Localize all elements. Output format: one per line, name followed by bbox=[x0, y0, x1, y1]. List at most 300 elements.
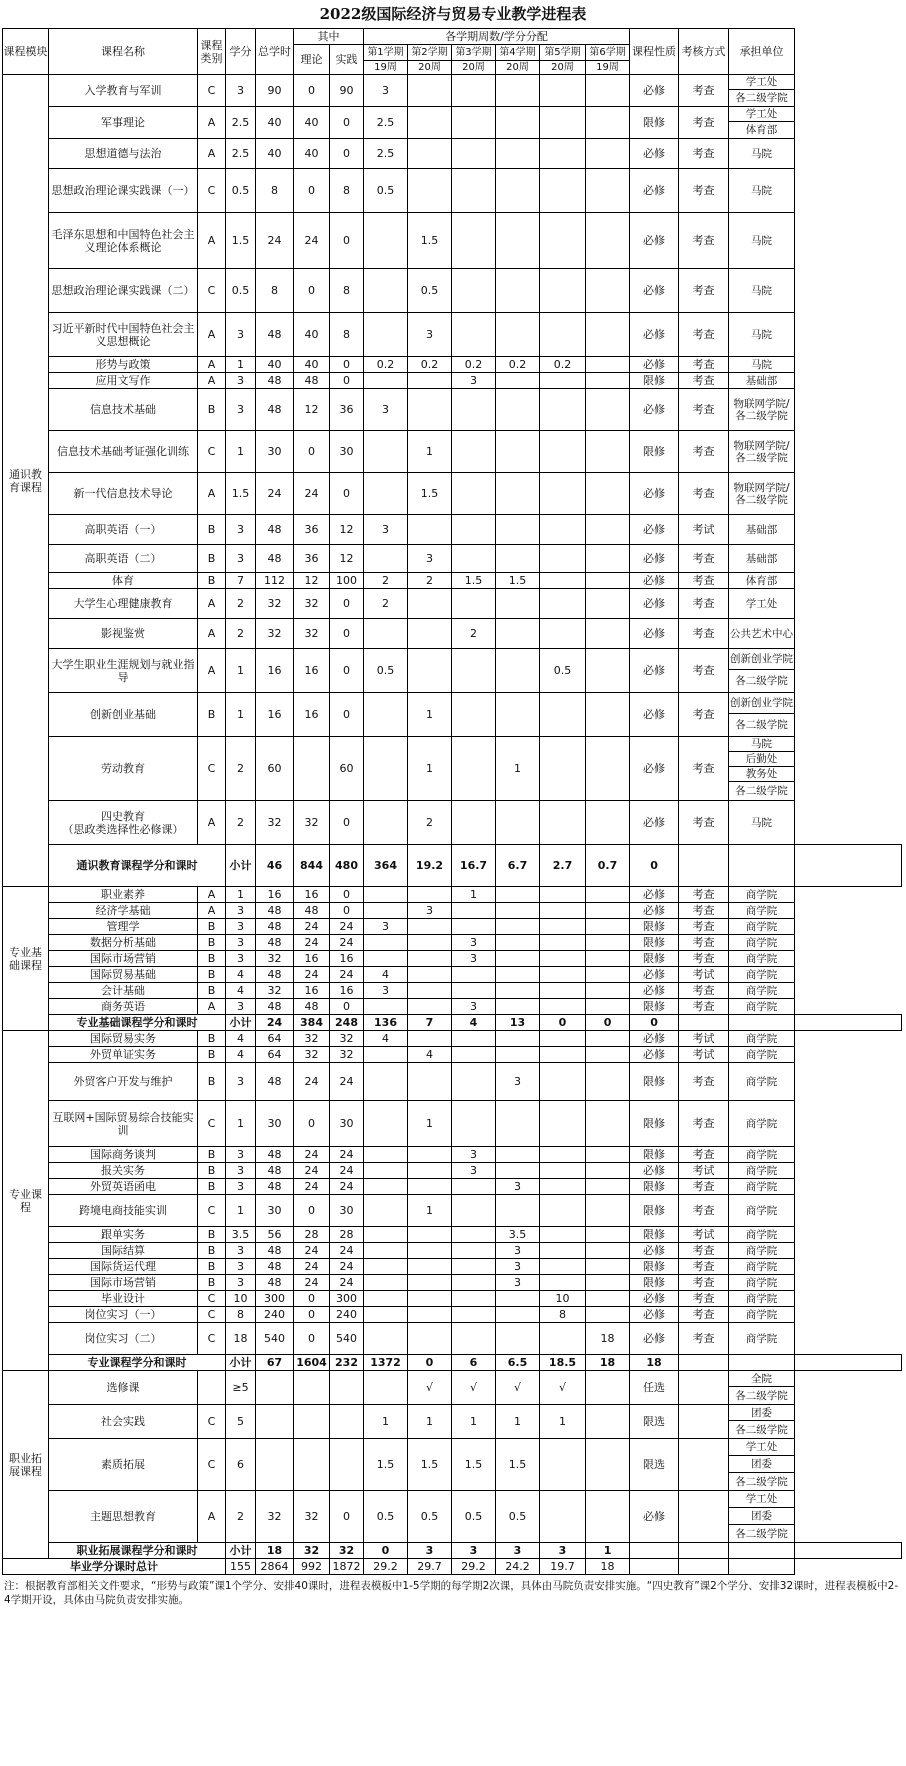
course-assess: 考查 bbox=[679, 545, 729, 573]
table-row bbox=[3, 589, 902, 619]
semester-value bbox=[408, 169, 452, 213]
unit-cell bbox=[729, 1063, 795, 1101]
semester-value bbox=[408, 983, 452, 999]
semester-value bbox=[408, 919, 452, 935]
subtotal-label: 专业课程学分和课时 bbox=[49, 1355, 226, 1371]
semester-value: 18 bbox=[586, 1323, 630, 1355]
unit-name: 团委 bbox=[729, 1456, 794, 1473]
total-credit: 155 bbox=[226, 1559, 256, 1575]
unit-cell bbox=[729, 75, 795, 107]
unit-cell bbox=[729, 107, 795, 139]
unit-cell bbox=[729, 169, 795, 213]
semester-value bbox=[364, 1047, 408, 1063]
unit-cell bbox=[729, 1101, 795, 1147]
course-credit: 3 bbox=[226, 313, 256, 357]
course-theory-hours: 24 bbox=[294, 919, 330, 935]
total-semester-value: 2.7 bbox=[540, 845, 586, 887]
unit-cell bbox=[729, 389, 795, 431]
semester-value: 3 bbox=[408, 313, 452, 357]
subtotal-mark: 小计 bbox=[226, 1015, 256, 1031]
course-theory-hours: 0 bbox=[294, 431, 330, 473]
semester-value bbox=[452, 1259, 496, 1275]
semester-value bbox=[586, 269, 630, 313]
total-practice: 1872 bbox=[330, 1559, 364, 1575]
module-name: 专业课程 bbox=[3, 1031, 49, 1371]
total-hours: 32 bbox=[294, 1543, 330, 1559]
course-nature: 限修 bbox=[630, 999, 679, 1015]
unit-cell bbox=[729, 649, 795, 693]
course-credit: 4 bbox=[226, 983, 256, 999]
course-type: B bbox=[198, 967, 226, 983]
semester-value bbox=[496, 373, 540, 389]
empty-cell bbox=[679, 845, 729, 887]
table-row bbox=[3, 693, 902, 737]
course-credit: 4 bbox=[226, 1047, 256, 1063]
semester-value bbox=[586, 903, 630, 919]
total-semester-value: 6 bbox=[452, 1355, 496, 1371]
unit-cell bbox=[729, 887, 795, 903]
semester-value bbox=[452, 919, 496, 935]
semester-value bbox=[540, 1163, 586, 1179]
table-row bbox=[3, 139, 902, 169]
course-name: 国际市场营销 bbox=[49, 1275, 198, 1291]
course-type: B bbox=[198, 1275, 226, 1291]
table-row bbox=[3, 1179, 902, 1195]
table-row bbox=[3, 1371, 902, 1405]
empty-cell bbox=[679, 1543, 729, 1559]
course-type: A bbox=[198, 589, 226, 619]
semester-value bbox=[540, 313, 586, 357]
course-assess: 考查 bbox=[679, 693, 729, 737]
unit-cell bbox=[729, 951, 795, 967]
course-assess: 考查 bbox=[679, 999, 729, 1015]
course-assess: 考查 bbox=[679, 1307, 729, 1323]
course-name: 思想政治理论课实践课（二） bbox=[49, 269, 198, 313]
course-nature: 限修 bbox=[630, 935, 679, 951]
total-semester-value: 24.2 bbox=[496, 1559, 540, 1575]
course-name: 选修课 bbox=[49, 1371, 198, 1405]
course-theory-hours: 12 bbox=[294, 573, 330, 589]
course-total-hours bbox=[256, 1405, 294, 1439]
semester-value bbox=[408, 1163, 452, 1179]
unit-name: 马院 bbox=[751, 328, 773, 341]
unit-cell bbox=[729, 999, 795, 1015]
course-practice-hours: 24 bbox=[330, 1147, 364, 1163]
total-semester-value: 18 bbox=[586, 1355, 630, 1371]
unit-cell bbox=[729, 1491, 795, 1543]
course-practice-hours: 300 bbox=[330, 1291, 364, 1307]
semester-value bbox=[452, 313, 496, 357]
semester-value bbox=[408, 1031, 452, 1047]
total-hours: 384 bbox=[294, 1015, 330, 1031]
course-credit: 2.5 bbox=[226, 139, 256, 169]
semester-value bbox=[408, 1275, 452, 1291]
course-total-hours: 56 bbox=[256, 1227, 294, 1243]
course-nature: 限修 bbox=[630, 1275, 679, 1291]
semester-value bbox=[496, 649, 540, 693]
semester-value bbox=[452, 515, 496, 545]
course-name: 新一代信息技术导论 bbox=[49, 473, 198, 515]
teaching-schedule-table bbox=[2, 28, 902, 1575]
course-nature: 必修 bbox=[630, 903, 679, 919]
course-credit: 6 bbox=[226, 1439, 256, 1491]
course-credit: 3 bbox=[226, 951, 256, 967]
course-practice-hours: 0 bbox=[330, 999, 364, 1015]
semester-value bbox=[540, 431, 586, 473]
unit-name: 商学院 bbox=[745, 1032, 778, 1045]
course-credit: 1 bbox=[226, 1101, 256, 1147]
semester-value: 0.2 bbox=[364, 357, 408, 373]
course-assess: 考查 bbox=[679, 887, 729, 903]
semester-value bbox=[364, 1243, 408, 1259]
table-row bbox=[3, 389, 902, 431]
semester-value bbox=[586, 357, 630, 373]
course-type: C bbox=[198, 431, 226, 473]
unit-name: 商学院 bbox=[745, 888, 778, 901]
table-row bbox=[3, 1275, 902, 1291]
unit-name: 物联网学院/各二级学院 bbox=[733, 439, 790, 464]
header-credit: 学分 bbox=[226, 29, 256, 75]
semester-value bbox=[540, 75, 586, 107]
course-credit: 3 bbox=[226, 1163, 256, 1179]
course-theory-hours: 0 bbox=[294, 1291, 330, 1307]
semester-value bbox=[540, 801, 586, 845]
empty-cell bbox=[679, 1559, 729, 1575]
semester-value bbox=[496, 919, 540, 935]
course-theory-hours: 16 bbox=[294, 983, 330, 999]
course-assess: 考试 bbox=[679, 515, 729, 545]
course-practice-hours: 24 bbox=[330, 1063, 364, 1101]
course-assess: 考试 bbox=[679, 1047, 729, 1063]
semester-value bbox=[452, 1179, 496, 1195]
course-credit: 2 bbox=[226, 589, 256, 619]
course-total-hours: 48 bbox=[256, 515, 294, 545]
course-type: B bbox=[198, 693, 226, 737]
course-type: B bbox=[198, 951, 226, 967]
header-theory: 理论 bbox=[294, 45, 330, 75]
course-nature: 必修 bbox=[630, 801, 679, 845]
semester-value bbox=[540, 887, 586, 903]
table-row bbox=[3, 887, 902, 903]
empty-cell bbox=[795, 1355, 902, 1371]
semester-value bbox=[496, 967, 540, 983]
course-theory-hours: 36 bbox=[294, 515, 330, 545]
semester-value: 0.5 bbox=[496, 1491, 540, 1543]
semester-value bbox=[586, 1371, 630, 1405]
course-assess: 考查 bbox=[679, 169, 729, 213]
unit-name: 商学院 bbox=[745, 968, 778, 981]
unit-cell bbox=[729, 1047, 795, 1063]
semester-value bbox=[540, 951, 586, 967]
semester-value: 1 bbox=[452, 887, 496, 903]
semester-value: 2.5 bbox=[364, 139, 408, 169]
course-practice-hours: 0 bbox=[330, 1491, 364, 1543]
table-row bbox=[3, 919, 902, 935]
course-total-hours: 64 bbox=[256, 1031, 294, 1047]
unit-cell bbox=[729, 903, 795, 919]
course-practice-hours: 16 bbox=[330, 983, 364, 999]
course-nature: 必修 bbox=[630, 269, 679, 313]
total-semester-value: 3 bbox=[496, 1543, 540, 1559]
course-practice-hours: 12 bbox=[330, 545, 364, 573]
course-theory-hours: 24 bbox=[294, 967, 330, 983]
course-assess: 考查 bbox=[679, 313, 729, 357]
semester-value: 2 bbox=[408, 801, 452, 845]
course-nature: 限修 bbox=[630, 1195, 679, 1227]
course-type: A bbox=[198, 107, 226, 139]
course-name: 毛泽东思想和中国特色社会主义理论体系概论 bbox=[49, 213, 198, 269]
semester-value bbox=[540, 1259, 586, 1275]
semester-value: 2 bbox=[364, 589, 408, 619]
course-total-hours: 48 bbox=[256, 1275, 294, 1291]
semester-value bbox=[540, 545, 586, 573]
semester-value bbox=[496, 935, 540, 951]
unit-name: 马院 bbox=[751, 358, 773, 371]
unit-name: 创新创业学院 bbox=[729, 693, 794, 714]
table-row bbox=[3, 619, 902, 649]
course-type: C bbox=[198, 269, 226, 313]
semester-value bbox=[496, 951, 540, 967]
course-total-hours: 48 bbox=[256, 1259, 294, 1275]
semester-value bbox=[540, 515, 586, 545]
course-name: 互联网+国际贸易综合技能实训 bbox=[49, 1101, 198, 1147]
unit-name: 各二级学院 bbox=[735, 719, 788, 731]
course-nature: 限选 bbox=[630, 1439, 679, 1491]
unit-name: 学工处 bbox=[745, 597, 778, 610]
semester-value: 1.5 bbox=[452, 1439, 496, 1491]
semester-value bbox=[540, 1063, 586, 1101]
unit-name: 后勤处 bbox=[729, 752, 794, 767]
header-course-name: 课程名称 bbox=[49, 29, 198, 75]
unit-name: 商学院 bbox=[745, 1000, 778, 1013]
semester-value bbox=[452, 649, 496, 693]
semester-value bbox=[496, 1291, 540, 1307]
course-type: B bbox=[198, 1147, 226, 1163]
unit-name: 马院 bbox=[751, 184, 773, 197]
total-semester-value: 7 bbox=[408, 1015, 452, 1031]
course-total-hours: 40 bbox=[256, 107, 294, 139]
course-nature: 必修 bbox=[630, 693, 679, 737]
course-assess: 考查 bbox=[679, 269, 729, 313]
course-type: C bbox=[198, 737, 226, 801]
course-credit: 3 bbox=[226, 75, 256, 107]
semester-value bbox=[540, 983, 586, 999]
course-practice-hours: 0 bbox=[330, 649, 364, 693]
semester-value bbox=[586, 1405, 630, 1439]
semester-value bbox=[540, 1439, 586, 1491]
semester-value bbox=[364, 1323, 408, 1355]
unit-cell bbox=[729, 431, 795, 473]
course-name: 职业素养 bbox=[49, 887, 198, 903]
course-name: 影视鉴赏 bbox=[49, 619, 198, 649]
course-name: 外贸客户开发与维护 bbox=[49, 1063, 198, 1101]
semester-value bbox=[452, 1275, 496, 1291]
page-title: 2022级国际经济与贸易专业教学进程表 bbox=[319, 5, 587, 23]
semester-value bbox=[586, 1491, 630, 1543]
course-name: 思想政治理论课实践课（一） bbox=[49, 169, 198, 213]
course-practice-hours: 0 bbox=[330, 357, 364, 373]
course-practice-hours: 0 bbox=[330, 589, 364, 619]
total-semester-value: 13 bbox=[496, 1015, 540, 1031]
semester-value bbox=[540, 589, 586, 619]
course-total-hours: 48 bbox=[256, 1063, 294, 1101]
course-credit: 1 bbox=[226, 357, 256, 373]
unit-name: 基础部 bbox=[745, 552, 778, 565]
semester-value bbox=[540, 139, 586, 169]
course-practice-hours: 16 bbox=[330, 951, 364, 967]
semester-value bbox=[586, 107, 630, 139]
course-total-hours bbox=[256, 1371, 294, 1405]
course-total-hours: 48 bbox=[256, 935, 294, 951]
course-type: B bbox=[198, 1259, 226, 1275]
semester-value bbox=[452, 1047, 496, 1063]
course-total-hours: 90 bbox=[256, 75, 294, 107]
unit-name: 基础部 bbox=[745, 374, 778, 387]
unit-name: 马院 bbox=[751, 234, 773, 247]
course-nature: 必修 bbox=[630, 967, 679, 983]
course-theory-hours: 0 bbox=[294, 1307, 330, 1323]
course-nature: 必修 bbox=[630, 1307, 679, 1323]
unit-cell bbox=[729, 1307, 795, 1323]
course-assess: 考查 bbox=[679, 983, 729, 999]
course-theory-hours: 0 bbox=[294, 1323, 330, 1355]
course-type: A bbox=[198, 903, 226, 919]
course-nature: 必修 bbox=[630, 75, 679, 107]
unit-cell bbox=[729, 1147, 795, 1163]
course-name: 国际贸易基础 bbox=[49, 967, 198, 983]
semester-value: 3 bbox=[452, 935, 496, 951]
course-practice-hours: 0 bbox=[330, 473, 364, 515]
course-credit: 2 bbox=[226, 1491, 256, 1543]
course-assess: 考查 bbox=[679, 589, 729, 619]
course-nature: 必修 bbox=[630, 1491, 679, 1543]
course-name: 经济学基础 bbox=[49, 903, 198, 919]
semester-value bbox=[586, 1047, 630, 1063]
semester-value: 1 bbox=[408, 1101, 452, 1147]
semester-value: 1.5 bbox=[496, 573, 540, 589]
course-theory-hours: 32 bbox=[294, 619, 330, 649]
course-theory-hours: 24 bbox=[294, 1147, 330, 1163]
total-theory: 480 bbox=[330, 845, 364, 887]
empty-cell bbox=[679, 1355, 729, 1371]
course-name: 劳动教育 bbox=[49, 737, 198, 801]
course-credit: 4 bbox=[226, 1031, 256, 1047]
unit-name: 各二级学院 bbox=[735, 675, 788, 687]
semester-value bbox=[540, 373, 586, 389]
table-row bbox=[3, 1405, 902, 1439]
table-row bbox=[3, 903, 902, 919]
semester-value bbox=[408, 1227, 452, 1243]
course-practice-hours: 24 bbox=[330, 919, 364, 935]
semester-value: 3 bbox=[452, 951, 496, 967]
semester-value bbox=[586, 75, 630, 107]
course-credit: 3 bbox=[226, 545, 256, 573]
unit-cell bbox=[729, 139, 795, 169]
course-assess: 考查 bbox=[679, 213, 729, 269]
course-practice-hours bbox=[330, 1439, 364, 1491]
total-semester-value: 18 bbox=[586, 1559, 630, 1575]
course-theory-hours: 24 bbox=[294, 1063, 330, 1101]
course-nature: 限修 bbox=[630, 431, 679, 473]
course-credit: 3.5 bbox=[226, 1227, 256, 1243]
course-credit: 3 bbox=[226, 389, 256, 431]
semester-value bbox=[496, 139, 540, 169]
semester-value bbox=[408, 887, 452, 903]
course-assess: 考查 bbox=[679, 389, 729, 431]
course-credit: 2.5 bbox=[226, 107, 256, 139]
semester-value bbox=[586, 1195, 630, 1227]
table-row bbox=[3, 1047, 902, 1063]
semester-value bbox=[364, 935, 408, 951]
course-assess: 考查 bbox=[679, 737, 729, 801]
semester-value bbox=[408, 1259, 452, 1275]
course-credit: 3 bbox=[226, 919, 256, 935]
header-of-which: 其中 bbox=[294, 29, 364, 45]
course-credit: 3 bbox=[226, 903, 256, 919]
semester-value: 0.2 bbox=[452, 357, 496, 373]
total-semester-value: 4 bbox=[452, 1015, 496, 1031]
course-nature: 限修 bbox=[630, 107, 679, 139]
header-weeks: 19周 bbox=[586, 61, 630, 75]
course-nature: 任选 bbox=[630, 1371, 679, 1405]
course-credit: 3 bbox=[226, 935, 256, 951]
course-theory-hours: 16 bbox=[294, 951, 330, 967]
unit-name: 学工处 bbox=[729, 1491, 794, 1508]
unit-cell bbox=[729, 967, 795, 983]
semester-value: 0.5 bbox=[540, 649, 586, 693]
semester-value: 3 bbox=[452, 1163, 496, 1179]
course-assess: 考查 bbox=[679, 473, 729, 515]
semester-value bbox=[496, 313, 540, 357]
unit-name: 各二级学院 bbox=[735, 1475, 788, 1488]
empty-cell bbox=[729, 1015, 795, 1031]
semester-value bbox=[586, 313, 630, 357]
course-nature: 必修 bbox=[630, 1243, 679, 1259]
course-practice-hours: 100 bbox=[330, 573, 364, 589]
semester-value bbox=[452, 169, 496, 213]
course-type: C bbox=[198, 1291, 226, 1307]
unit-name: 物联网学院/各二级学院 bbox=[733, 397, 790, 422]
total-semester-value: 0 bbox=[630, 1015, 679, 1031]
semester-value bbox=[540, 1195, 586, 1227]
course-nature: 限修 bbox=[630, 919, 679, 935]
course-theory-hours: 12 bbox=[294, 389, 330, 431]
course-assess: 考查 bbox=[679, 357, 729, 373]
course-type: C bbox=[198, 1101, 226, 1147]
unit-name: 商学院 bbox=[745, 952, 778, 965]
semester-value bbox=[452, 1063, 496, 1101]
course-type: A bbox=[198, 313, 226, 357]
course-practice-hours: 28 bbox=[330, 1227, 364, 1243]
table-row bbox=[3, 801, 902, 845]
course-credit: 3 bbox=[226, 1063, 256, 1101]
table-row bbox=[3, 213, 902, 269]
course-credit: 3 bbox=[226, 999, 256, 1015]
semester-value: 4 bbox=[364, 1031, 408, 1047]
table-row bbox=[3, 983, 902, 999]
table-row bbox=[3, 107, 902, 139]
semester-value bbox=[586, 515, 630, 545]
semester-value: 3 bbox=[496, 1179, 540, 1195]
course-practice-hours: 30 bbox=[330, 1195, 364, 1227]
semester-value: 0.5 bbox=[408, 269, 452, 313]
course-nature: 必修 bbox=[630, 573, 679, 589]
unit-cell bbox=[729, 1227, 795, 1243]
header-module: 课程模块 bbox=[3, 29, 49, 75]
total-semester-value: 29.2 bbox=[452, 1559, 496, 1575]
course-practice-hours: 0 bbox=[330, 213, 364, 269]
table-row bbox=[3, 999, 902, 1015]
